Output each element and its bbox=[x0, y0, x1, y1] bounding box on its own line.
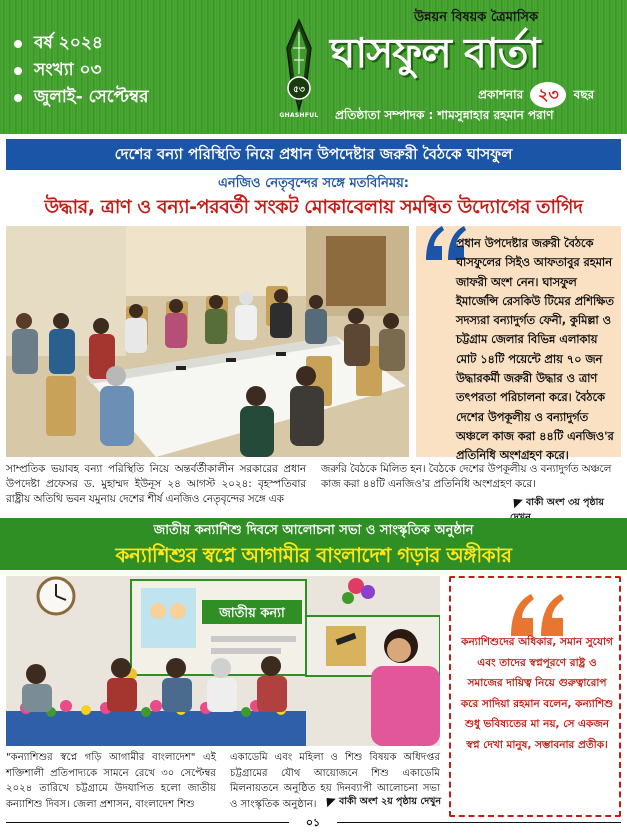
story1-banner: দেশের বন্যা পরিস্থিতি নিয়ে প্রধান উপদেষ্টার জরুরী বৈঠকে ঘাসফুল bbox=[6, 139, 621, 170]
pub-prefix: প্রকাশনার bbox=[478, 87, 524, 102]
pub-number-badge: ২৩ bbox=[530, 82, 566, 108]
story1-caption-left: সাম্প্রতিক ভয়াবহ বন্যা পরিস্থিতি নিয়ে অন্তর্বর্তীকালীন সরকারের প্রধান উপদেষ্টা প্রফেসর ড. মুহাম্মদ ইউনূস ২৪ আগস্ট ২০২৪: বৃহস্পতিবার রাষ্ট্রীয় অতিথি ভবন যমুনায় দেশের শীর্ষ এনজিও নেতৃবৃন্দের সঙ্গে এক bbox=[6, 463, 306, 505]
story1-kicker: এনজিও নেতৃবৃন্দের সঙ্গে মতবিনিময়: bbox=[218, 176, 409, 191]
issue-info-list bbox=[14, 30, 148, 111]
pub-suffix: বছর bbox=[573, 87, 595, 102]
masthead bbox=[0, 0, 627, 134]
story2-kicker: জাতীয় কন্যাশিশু দিবসে আলোচনা সভা ও সাংস্কৃতিক অনুষ্ঠান bbox=[153, 523, 474, 538]
story2-continued-link[interactable]: বাকী অংশ ২য় পৃষ্ঠায় দেখুন bbox=[323, 795, 441, 810]
event-photo bbox=[6, 576, 440, 746]
newsletter-title: ঘাসফুল বার্তা bbox=[330, 29, 540, 77]
story1-quote-text: প্রধান উপদেষ্টার জরুরী বৈঠকে ঘাসফুলের সিইও আফতাবুর রহমান জাফরী অংশ নেন। ঘাসফুল ইমার্জেন্সি রেসকিউ টিমের প্রশিক্ষিত সদস্যরা বন্যাদুর্গত ফেনী, কুমিল্লা ও চট্টগ্রাম জেলার বিভিন্ন এলাকায় মোট ১৪টি পয়েন্টে প্রায় ৭০ জন উদ্ধারকর্মী জরুরী উদ্ধার ও ত্রাণ তৎপরতা পরিচালনা করে। বৈঠকে দেশের উপকূলীয় ও বন্যাদুর্গত অঞ্চলে কাজ করা ৪৪টি এনজিও'র প্রতিনিধি অংশগ্রহণ করে। bbox=[456, 237, 614, 463]
story2-quote-box bbox=[449, 576, 621, 817]
story1-caption-right: জরুরি বৈঠকে মিলিত হন। বৈঠকে দেশের উপকূলীয় ও বন্যাদুর্গত অঞ্চলে কাজ করা ৪৪টি এনজিও'র প্রতিনিধি অংশগ্রহণ করে। bbox=[321, 463, 612, 490]
publication-year bbox=[478, 82, 594, 108]
event-banner-text: জাতীয় কন্যা bbox=[219, 606, 285, 621]
svg-text:৫৩: ৫৩ bbox=[293, 85, 305, 95]
issue-period: জুলাই- সেপ্টেম্বর bbox=[14, 84, 148, 111]
story1-continued-link[interactable]: বাকী অংশ ৩য় পৃষ্ঠায় bbox=[510, 496, 627, 526]
story1-quote-box bbox=[416, 226, 621, 463]
logo-caption: GHASHFUL bbox=[279, 112, 319, 119]
story2-caption-right: একাডেমি এবং মহিলা ও শিশু বিষয়ক অধিদপ্তর চট্টগ্রামের যৌথ আয়োজনে শিশু একাডেমি মিলনায়তনে অনুষ্ঠিত হয় দিনব্যাপী আলোচনা সভা ও সাংস্কৃতিক অনুষ্ঠান। bbox=[230, 752, 440, 810]
founder-editor: প্রতিষ্ঠাতা সম্পাদক : শামসুন্নাহার রহমান পরাণ bbox=[335, 108, 554, 122]
meeting-photo bbox=[6, 226, 409, 457]
issue-year: বর্ষ ২০২৪ bbox=[14, 30, 148, 57]
newsletter-subtitle: উন্নয়ন বিষয়ক ত্রৈমাসিক bbox=[414, 10, 539, 25]
story1-headline: উদ্ধার, ত্রাণ ও বন্যা-পরবর্তী সংকট মোকাবেলায় সমন্বিত উদ্যোগের তাগিদ bbox=[44, 196, 583, 218]
story2-caption-left: "কন্যাশিশুর স্বপ্নে গড়ি আগামীর বাংলাদেশ" এই শক্তিশালী প্রতিপাদ্যকে সামনে রেখে ৩০ সেপ্টেম্বর ২০২৪ তারিখে চট্টগ্রামে উদযাপিত হলো জাতীয় কন্যাশিশু দিবস। জেলা প্রশাসন, বাংলাদেশ শিশু bbox=[6, 752, 216, 810]
ghashful-logo bbox=[277, 18, 321, 118]
page-footer bbox=[6, 814, 621, 830]
issue-number: সংখ্যা ০৩ bbox=[14, 57, 148, 84]
story2-quote-text: কন্যাশিশুদের অধিকার, সমান সুযোগ এবং তাদের স্বপ্নপূরণে রাষ্ট্র ও সমাজের দায়িত্ব নিয়ে গুরুত্বারোপ করে সাদিয়া রহমান বলেন, কন্যাশিশু শুধু ভবিষ্যতের মা নয়, সে একজন স্বপ্ন দেখা মানুষ, সম্ভাবনার প্রতীক। bbox=[460, 636, 614, 751]
page-number: ০১ bbox=[289, 814, 337, 830]
story2-headline: কন্যাশিশুর স্বপ্নে আগামীর বাংলাদেশ গড়ার অঙ্গীকার bbox=[115, 543, 512, 567]
